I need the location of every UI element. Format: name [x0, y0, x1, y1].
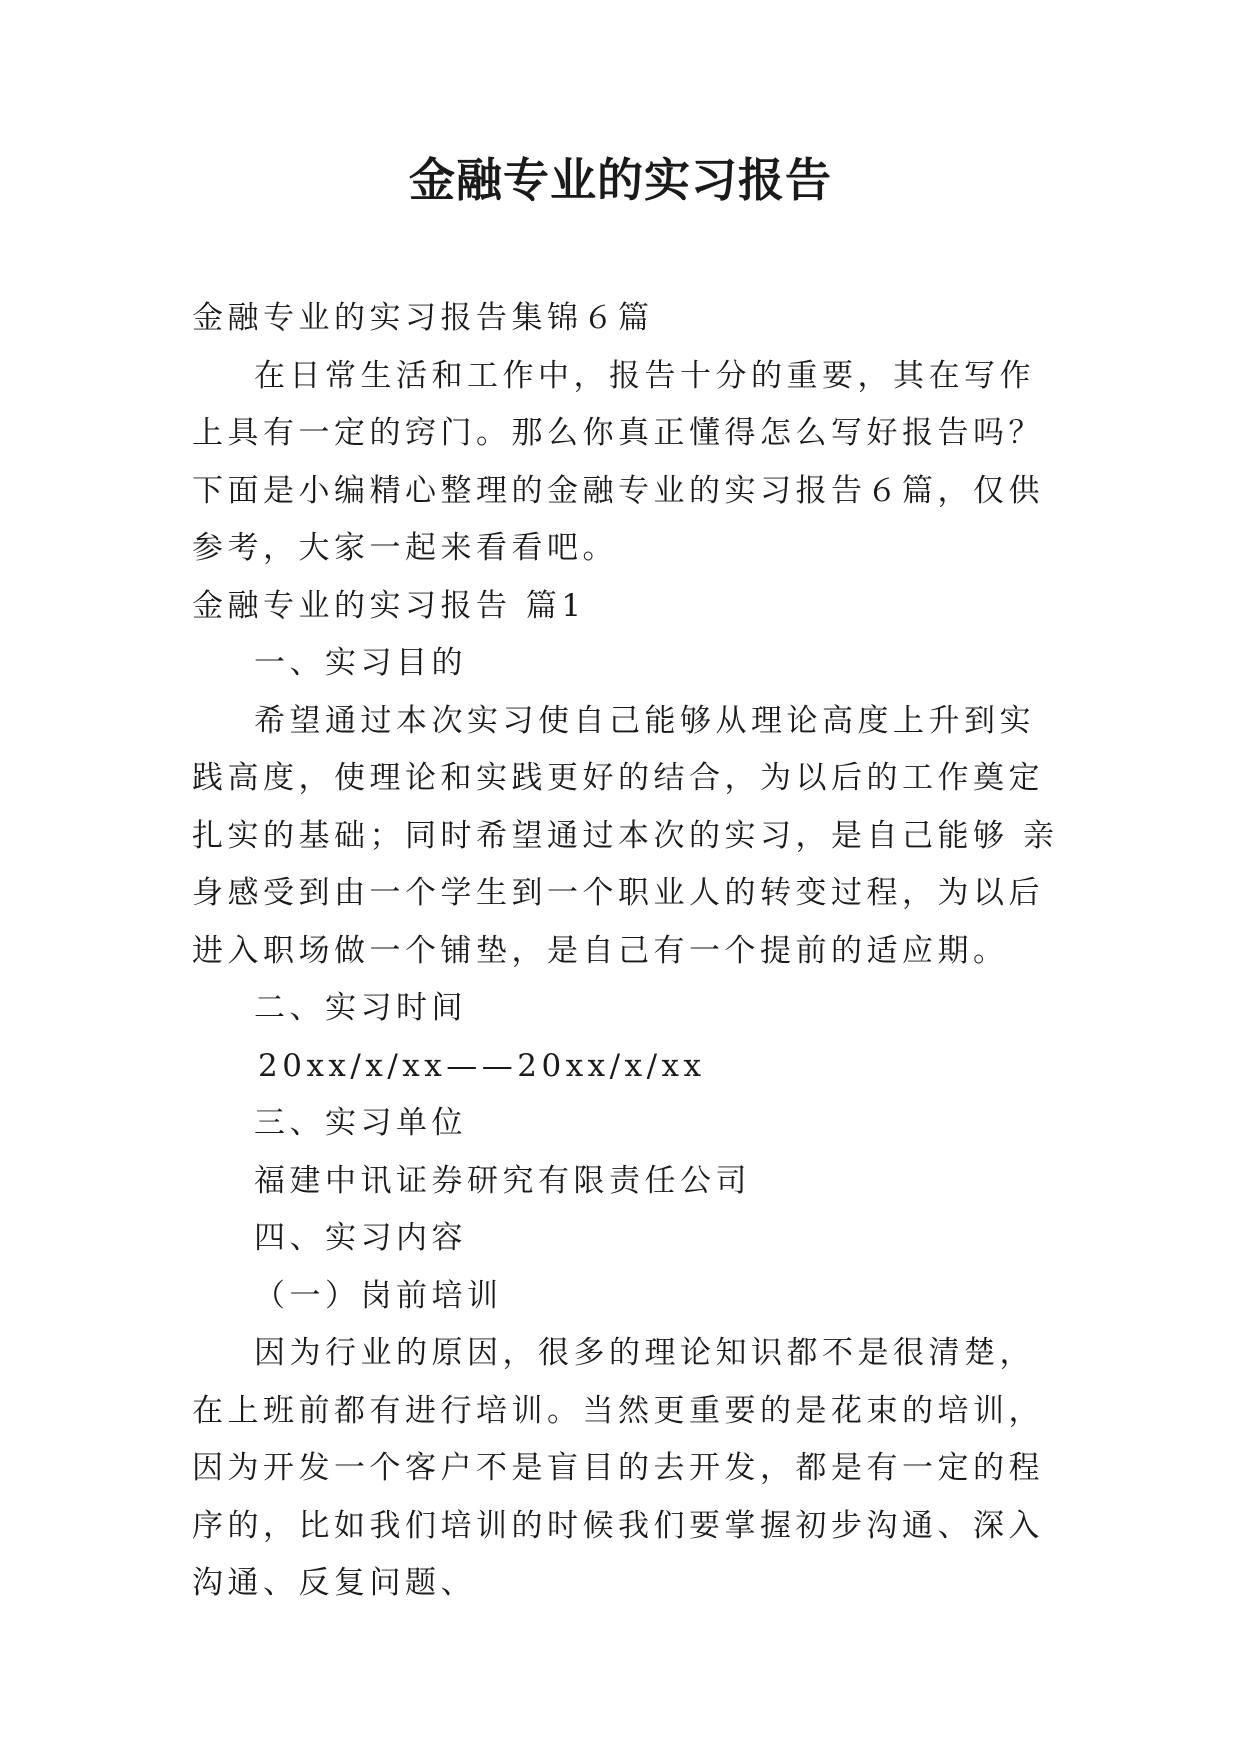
- document-title: 金融专业的实习报告: [409, 153, 832, 207]
- unit-value: 福建中讯证券研究有限责任公司: [254, 1162, 751, 1199]
- subitem-heading-training: （一）岗前培训: [254, 1277, 503, 1314]
- training-paragraph: 因为行业的原因，很多的理论知识都不是很清楚，在上班前都有进行培训。当然更重要的是花束的培训，因为开发一个客户不是盲目的去开发，都是有一定的程序的，比如我们培训的时候我们要掌握初步沟通、深入沟通、反复问题、: [192, 1335, 1044, 1601]
- subtitle-line: 金融专业的实习报告集锦６篇: [192, 300, 654, 336]
- document-body: [192, 290, 1062, 1613]
- item-heading-unit: 三、实习单位: [254, 1105, 467, 1141]
- purpose-paragraph: 希望通过本次实习使自己能够从理论高度上升到实践高度，使理论和实践更好的结合，为以后的工作奠定扎实的基础；同时希望通过本次的实习，是自己能够 亲身感受到由一个学生到一个职业人的转变过程，为以后进入职场做一个铺垫，是自己有一个提前的适应期。: [192, 702, 1059, 969]
- item-heading-content: 四、实习内容: [254, 1220, 467, 1256]
- item-heading-time: 二、实习时间: [254, 990, 467, 1026]
- section-heading: 金融专业的实习报告 篇1: [192, 587, 586, 624]
- item-heading-purpose: 一、实习目的: [254, 645, 467, 681]
- time-value: 20xx/x/xx——20xx/x/xx: [258, 1047, 706, 1084]
- intro-paragraph: 在日常生活和工作中，报告十分的重要，其在写作上具有一定的窍门。那么你真正懂得怎么写好报告吗？下面是小编精心整理的金融专业的实习报告６篇，仅供参考，大家一起来看看吧。: [192, 357, 1044, 566]
